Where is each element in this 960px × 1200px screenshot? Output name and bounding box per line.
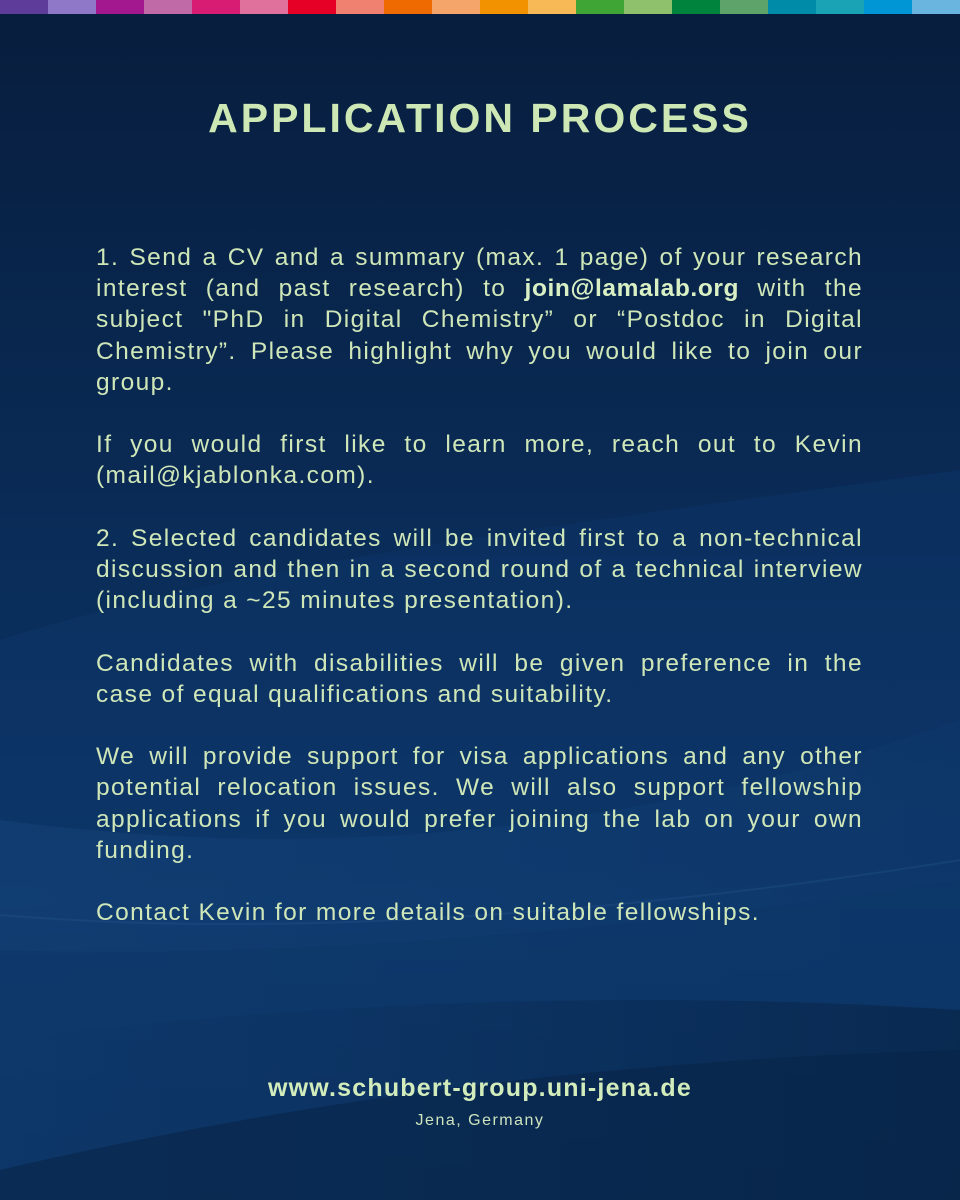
color-segment	[288, 0, 336, 14]
color-segment	[432, 0, 480, 14]
paragraph-learn-more: If you would first like to learn more, reach out to Kevin (mail@kjablonka.com).	[96, 431, 863, 490]
paragraph-send-cv	[96, 242, 863, 398]
color-segment	[336, 0, 384, 14]
color-segment	[816, 0, 864, 14]
color-segment	[384, 0, 432, 14]
color-segment	[720, 0, 768, 14]
main-content	[96, 242, 863, 928]
color-segment	[768, 0, 816, 14]
color-segment	[624, 0, 672, 14]
color-segment	[528, 0, 576, 14]
location-label: Jena, Germany	[415, 1112, 545, 1129]
paragraph-disabilities: Candidates with disabilities will be given preference in the case of equal qualifications and suitability.	[96, 649, 863, 708]
website-link[interactable]: www.schubert-group.uni-jena.de	[268, 1074, 692, 1102]
color-segment	[672, 0, 720, 14]
paragraph-selection: 2. Selected candidates will be invited first to a non-technical discussion and then in a second round of a technical interview (including a ~25 minutes presentation).	[96, 524, 863, 615]
color-segment	[144, 0, 192, 14]
contact-email-link[interactable]: join@lamalab.org	[524, 275, 740, 303]
color-segment	[240, 0, 288, 14]
paragraph-contact: Contact Kevin for more details on suitable fellowships.	[96, 899, 760, 927]
color-segment	[864, 0, 912, 14]
brand-color-strip	[0, 0, 960, 14]
color-segment	[480, 0, 528, 14]
paragraph-send-cv-text: 1. Send a CV and a summary (max. 1 page) of your research interest (and past research) to	[96, 244, 863, 303]
color-segment	[96, 0, 144, 14]
paragraph-support: We will provide support for visa applications and any other potential relocation issues. We will also support fellowship applications if you would prefer joining the lab on your own funding.	[96, 743, 863, 864]
color-segment	[48, 0, 96, 14]
color-segment	[192, 0, 240, 14]
page-title: APPLICATION PROCESS	[208, 95, 752, 141]
color-segment	[576, 0, 624, 14]
color-segment	[0, 0, 48, 14]
paragraph-send-cv-text-end: with the subject "PhD in Digital Chemistry” or “Postdoc in Digital Chemistry”. Please highlight why you would like to join our group.	[96, 275, 863, 396]
color-segment	[912, 0, 960, 14]
